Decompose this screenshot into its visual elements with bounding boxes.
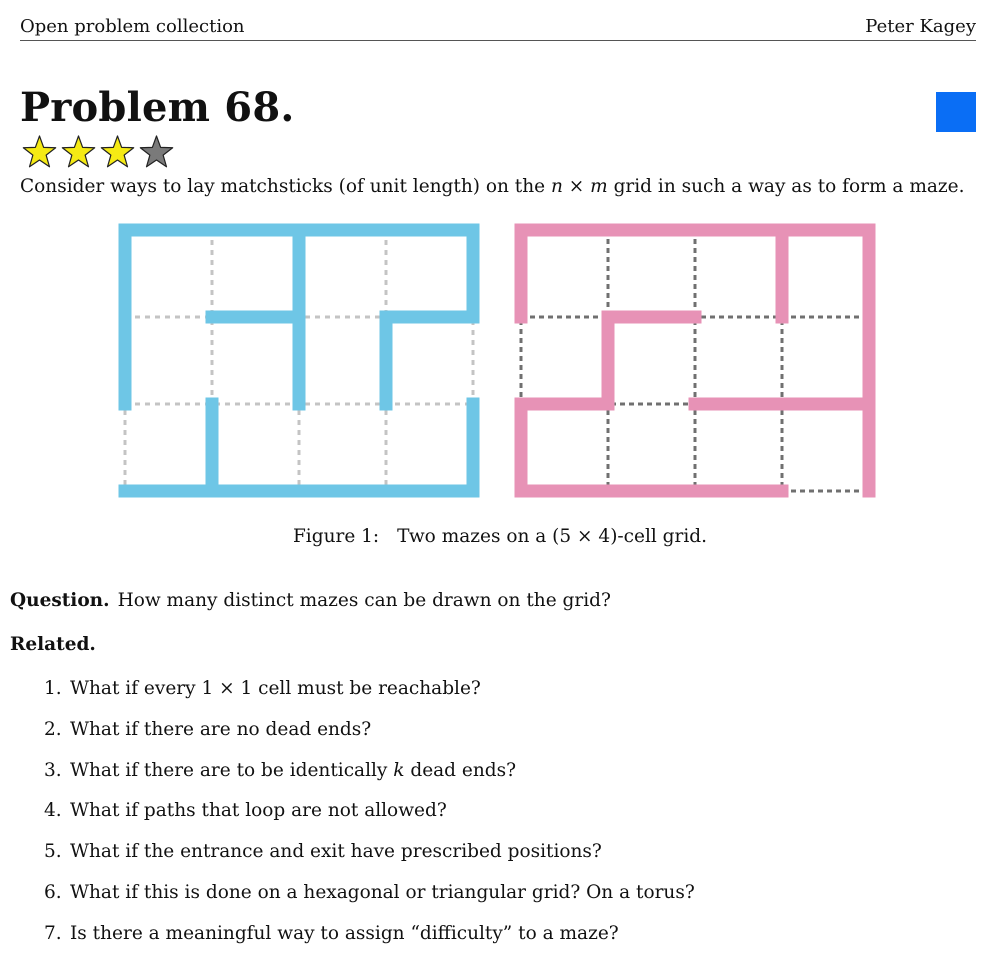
question-text: How many distinct mazes can be drawn on the grid? bbox=[117, 590, 611, 611]
problem-title: Problem 68. bbox=[20, 84, 295, 131]
blue-maze bbox=[125, 230, 473, 491]
problem-statement: Consider ways to lay matchsticks (of unit length) on the n × m grid in such a way as to form a maze. bbox=[20, 176, 965, 197]
collection-title: Open problem collection bbox=[20, 16, 245, 37]
figure-caption-label: Figure 1: bbox=[292, 526, 380, 547]
list-item: 4. What if paths that loop are not allowed? bbox=[44, 800, 447, 822]
question-label: Question. bbox=[10, 590, 110, 611]
list-item: 1. What if every 1 × 1 cell must be reachable? bbox=[44, 678, 481, 699]
figure-caption-text: Two mazes on a (5 × 4)-cell grid. bbox=[397, 526, 708, 547]
author-name: Peter Kagey bbox=[865, 16, 976, 37]
related-list bbox=[44, 678, 695, 964]
list-item: 2. What if there are no dead ends? bbox=[44, 718, 372, 740]
list-item: 7. Is there a meaningful way to assign “difficulty” to a maze? bbox=[44, 922, 619, 944]
question-paragraph bbox=[10, 590, 611, 611]
list-item: 5. What if the entrance and exit have prescribed positions? bbox=[44, 841, 602, 863]
figure-caption bbox=[0, 526, 1000, 547]
grid-size-math: n × m bbox=[550, 176, 608, 197]
related-heading: Related. bbox=[10, 634, 96, 655]
pink-maze bbox=[521, 230, 869, 491]
list-item: 3. What if there are to be identically k dead ends? bbox=[44, 759, 517, 781]
grid-lines bbox=[521, 230, 869, 491]
list-item: 6. What if this is done on a hexagonal or triangular grid? On a torus? bbox=[44, 881, 695, 903]
